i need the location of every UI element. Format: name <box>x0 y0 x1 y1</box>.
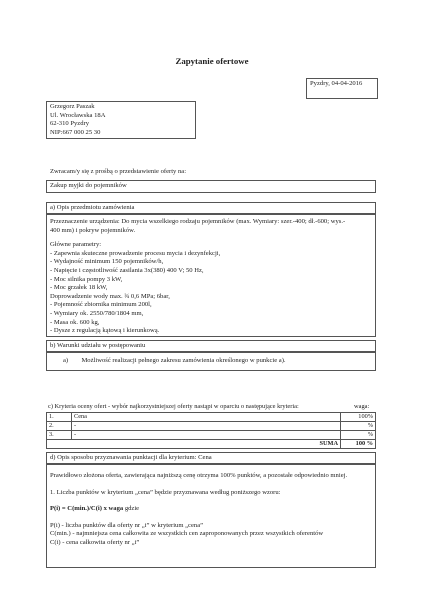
purpose-line: Przeznaczenie urządzenia: Do mycia wszelkiego rodzaju pojemników (max. Wymiary: szer.-400; dł.-600; wys.- <box>50 218 346 225</box>
formula-legend-item: C(min.) - najmniejsza cena całkowita ze wszystkich cen zaproponowanych przez wszystkich oferentów <box>50 530 324 538</box>
criteria-weight: % <box>341 422 376 431</box>
scoring-intro: Prawidłowo złożona oferta, zawierająca najniższą cenę otrzyma 100% punktów, a pozostałe odpowiednio mniej. <box>50 472 348 479</box>
criteria-num: 1. <box>47 413 72 422</box>
condition-marker: a) <box>63 357 69 364</box>
spacer <box>50 514 372 522</box>
criteria-name: - <box>72 422 341 431</box>
section-d-heading: d) Opis sposobu przyznawania punktacji dla kryterium: Cena <box>50 454 212 461</box>
section-b-heading-box <box>46 340 376 352</box>
param-item: - Wydajność minimum 150 pojemników/h, <box>50 258 164 266</box>
table-row <box>47 431 376 440</box>
scoring-formula: P(i) = C(min.)/C(i) x waga <box>50 505 124 513</box>
section-b-heading: b) Warunki udziału w postępowaniu <box>50 342 146 349</box>
criteria-name: - <box>72 431 341 440</box>
table-row <box>47 422 376 431</box>
section-a-heading-box <box>46 202 376 214</box>
params-heading: Główne parametry: <box>50 241 102 249</box>
section-d-heading-box <box>46 452 376 464</box>
param-item: - Napięcie i częstotliwość zasilania 3x(380) 400 V; 50 Hz, <box>50 266 204 274</box>
param-item: - Moc silnika pompy 3 kW, <box>50 275 123 283</box>
criteria-weight: % <box>341 431 376 440</box>
sender-address-box <box>46 101 196 139</box>
sender-street: Ul. Wrocławska 18A <box>50 111 106 119</box>
request-subject: Zakup myjki do pojemników <box>50 182 127 189</box>
table-row <box>47 413 376 422</box>
section-d-body <box>46 464 376 568</box>
criteria-name: Cena <box>72 413 341 422</box>
request-intro: Zwracam/y się z prośbą o przedstawienie oferty na: <box>50 168 187 175</box>
section-b-body <box>46 352 376 371</box>
formula-legend-item: P(i) - liczba punktów dla oferty nr „i” w kryterium „cena” <box>50 521 204 529</box>
param-item: - Pojemność zbiornika minimum 200l, <box>50 301 152 309</box>
spacer <box>50 497 372 505</box>
weight-label: waga: <box>354 403 370 410</box>
formula-legend-item: C(i) - cena całkowita oferty nr „i” <box>50 538 140 546</box>
param-item: - Masa ok. 600 kg, <box>50 318 100 326</box>
scoring-formula-line <box>50 505 372 514</box>
sum-label: SUMA <box>47 440 341 449</box>
request-subject-box <box>46 180 376 193</box>
spacer <box>50 481 372 489</box>
purpose-line: 400 mm) i pokryw pojemników. <box>50 226 136 234</box>
condition-text: Możliwość realizacji pełnego zakresu zamówienia określonego w punkcie a). <box>81 357 286 364</box>
sender-name: Grzegorz Paszak <box>50 103 95 110</box>
criteria-table <box>46 412 376 449</box>
param-item: - Wymiary ok. 2550/780/1804 mm, <box>50 309 144 317</box>
section-a-body <box>46 214 376 337</box>
param-item: - Moc grzałek 18 kW, <box>50 284 108 292</box>
document-title: Zapytanie ofertowe <box>175 56 249 66</box>
scoring-rule: 1. Liczba punktów w kryterium „cena” będzie przyznawana według poniższego wzoru: <box>50 488 281 496</box>
scoring-formula-suffix: gdzie <box>123 505 140 513</box>
param-item: - Dysze z regulacją kątową i kierunkową. <box>50 327 160 335</box>
sender-nip: NIP:667 000 25 30 <box>50 128 101 136</box>
param-item: - Zapewnia skuteczne prowadzenie procesu mycia i dezynfekcji, <box>50 249 221 257</box>
criteria-num: 3. <box>47 431 72 440</box>
sender-city: 62-310 Pyzdry <box>50 120 90 128</box>
table-row-sum <box>47 440 376 449</box>
place-date: Pyzdry, 04-04-2016 <box>310 80 363 87</box>
section-a-heading: a) Opis przedmiotu zamówienia <box>50 204 135 211</box>
sum-value: 100 % <box>341 440 376 449</box>
section-c-heading: c) Kryteria oceny ofert - wybór najkorzystniejszej oferty nastąpi w oparciu o następujące kryteria: <box>48 403 299 410</box>
place-date-box <box>306 78 378 99</box>
criteria-num: 2. <box>47 422 72 431</box>
param-item: Doprowadzenie wody max. ¾ 0,6 MPa; 6bar, <box>50 292 170 300</box>
criteria-weight: 100% <box>341 413 376 422</box>
